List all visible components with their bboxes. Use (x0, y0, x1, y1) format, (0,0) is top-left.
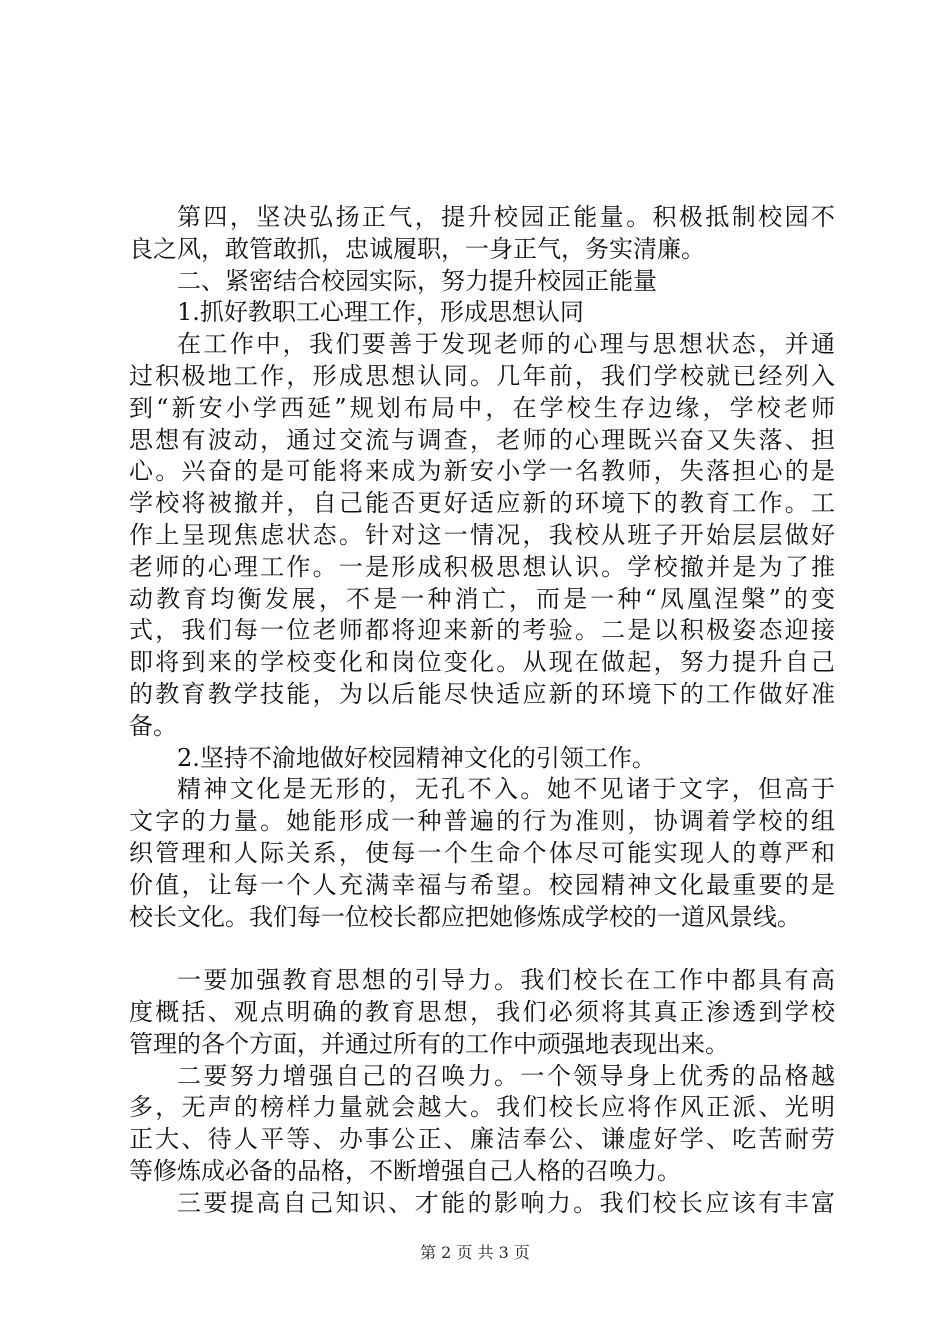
text-line: 一要加强教育思想的引导力。我们校长在工作中都具有高 (177, 966, 835, 995)
text-line: 多，无声的榜样力量就会越大。我们校长应将作风正派、光明 (129, 1093, 835, 1122)
text-line: 二要努力增强自己的召唤力。一个领导身上优秀的品格越 (177, 1061, 835, 1090)
text-line: 良之风，敢管敢抓，忠诚履职，一身正气，务实清廉。 (129, 234, 705, 263)
text-line: 三要提高自己知识、才能的影响力。我们校长应该有丰富 (177, 1188, 835, 1217)
text-line: 精神文化是无形的，无孔不入。她不见诸于文字，但高于 (177, 775, 835, 804)
text-line: 校长文化。我们每一位校长都应把她修炼成学校的一道风景线。 (129, 902, 801, 931)
text-line: 文字的力量。她能形成一种普遍的行为准则，协调着学校的组 (129, 807, 835, 836)
text-line: 思想有波动，通过交流与调查，老师的心理既兴奋又失落、担 (129, 425, 835, 454)
blank-line (129, 933, 835, 965)
text-line: 过积极地工作，形成思想认同。几年前，我们学校就已经列入 (129, 361, 835, 390)
page-footer (0, 1243, 950, 1263)
text-line: 二、紧密结合校园实际，努力提升校园正能量 (177, 266, 657, 295)
text-line: 2.坚持不渝地做好校园精神文化的引领工作。 (177, 743, 656, 772)
text-line: 价值，让每一个人充满幸福与希望。校园精神文化最重要的是 (129, 870, 835, 899)
page-number: 第 2 页 共 3 页 (420, 1243, 530, 1262)
document-body (129, 202, 835, 1220)
text-line: 学校将被撤并，自己能否更好适应新的环境下的教育工作。工 (129, 489, 835, 518)
text-line: 心。兴奋的是可能将来成为新安小学一名教师，失落担心的是 (129, 457, 835, 486)
text-line: 在工作中，我们要善于发现老师的心理与思想状态，并通 (177, 330, 835, 359)
text-line: 即将到来的学校变化和岗位变化。从现在做起，努力提升自己 (129, 648, 835, 677)
text-line: 老师的心理工作。一是形成积极思想认识。学校撤并是为了推 (129, 552, 835, 581)
text-line: 1.抓好教职工心理工作，形成思想认同 (177, 298, 584, 327)
text-line: 备。 (129, 711, 177, 740)
text-line: 动教育均衡发展，不是一种消亡，而是一种“凤凰涅槃”的变 (129, 584, 835, 613)
text-line: 的教育教学技能，为以后能尽快适应新的环境下的工作做好准 (129, 679, 835, 708)
text-line: 管理的各个方面，并通过所有的工作中顽强地表现出来。 (129, 1029, 729, 1058)
text-line: 到“新安小学西延”规划布局中，在学校生存边缘，学校老师 (129, 393, 835, 422)
text-line: 式，我们每一位老师都将迎来新的考验。二是以积极姿态迎接 (129, 616, 835, 645)
text-line: 第四，坚决弘扬正气，提升校园正能量。积极抵制校园不 (177, 203, 835, 231)
text-line: 正大、待人平等、办事公正、廉洁奉公、谦虚好学、吃苦耐劳 (129, 1125, 835, 1154)
text-line: 织管理和人际关系，使每一个生命个体尽可能实现人的尊严和 (129, 838, 835, 867)
text-line: 等修炼成必备的品格，不断增强自己人格的召唤力。 (129, 1156, 681, 1185)
text-line: 度概括、观点明确的教育思想，我们必须将其真正渗透到学校 (129, 997, 835, 1026)
text-line: 作上呈现焦虑状态。针对这一情况，我校从班子开始层层做好 (129, 520, 835, 549)
